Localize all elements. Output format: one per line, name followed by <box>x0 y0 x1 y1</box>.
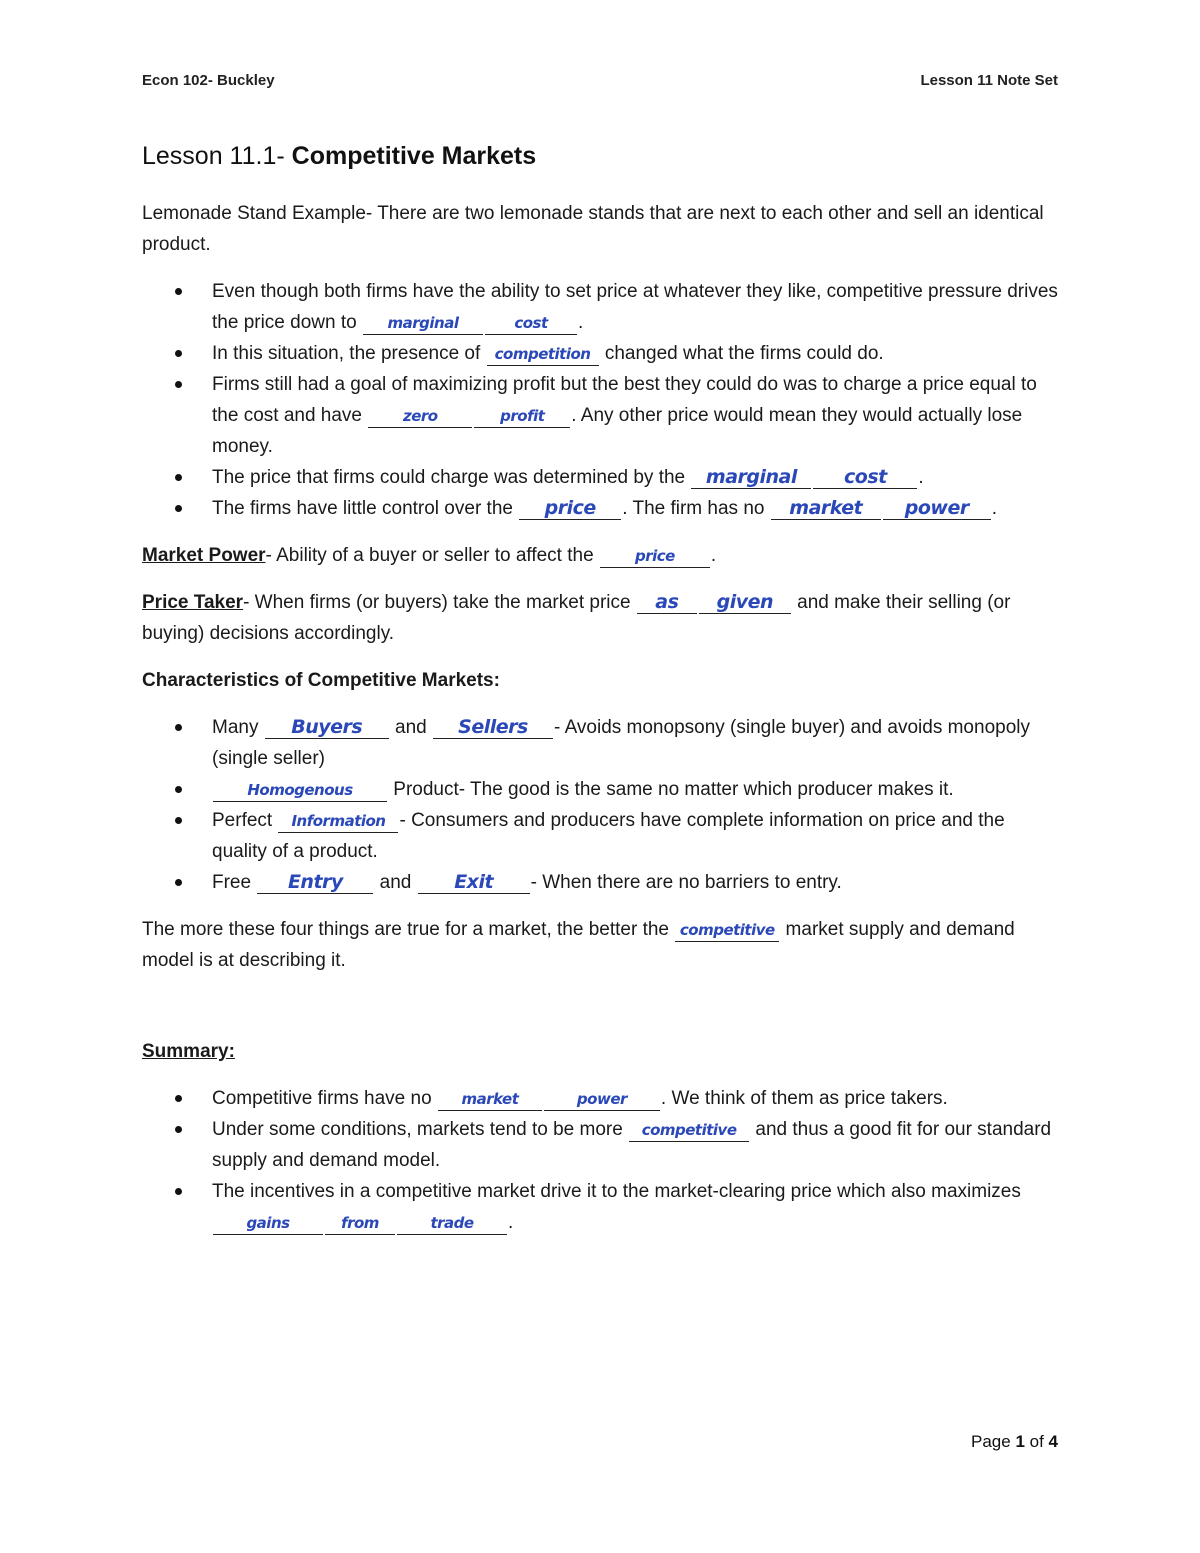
fill-blank: market <box>438 1088 542 1111</box>
term-price-taker: Price Taker <box>142 592 244 613</box>
page-title <box>142 142 536 171</box>
header-course: Econ 102- Buckley <box>142 72 275 89</box>
fill-blank: competitive <box>629 1119 749 1142</box>
fill-blank: market <box>771 497 881 520</box>
title-main: Competitive Markets <box>291 142 537 170</box>
lemonade-bullets <box>142 276 1062 524</box>
fill-blank: Exit <box>418 871 530 894</box>
fill-blank: Entry <box>257 871 373 894</box>
list-item: The price that firms could charge was determined by the marginal cost . <box>142 462 1062 493</box>
summary-list <box>142 1083 1062 1238</box>
fill-blank: cost <box>813 466 917 489</box>
list-item: In this situation, the presence of competition changed what the firms could do. <box>142 338 1062 369</box>
list-item: Firms still had a goal of maximizing profit but the best they could do was to charge a price equal to the cost and have zero profit . Any other price would mean they would actually lose money. <box>142 369 1062 462</box>
list-item: Perfect Information - Consumers and producers have complete information on price and the quality of a product. <box>142 805 1062 867</box>
fill-blank: gains <box>213 1212 323 1235</box>
title-prefix: Lesson 11.1- <box>142 142 292 170</box>
fill-blank: Information <box>278 810 398 833</box>
list-item: Competitive firms have no market power . We think of them as price takers. <box>142 1083 1062 1114</box>
header-lesson: Lesson 11 Note Set <box>920 72 1058 89</box>
list-item: Even though both firms have the ability to set price at whatever they like, competitive pressure drives the price down to marginal cost . <box>142 276 1062 338</box>
fill-blank: profit <box>474 405 570 428</box>
term-market-power: Market Power <box>142 545 266 566</box>
price-taker-definition: Price Taker- When firms (or buyers) take the market price as given and make their selling (or buying) decisions accordingly. <box>142 591 1011 644</box>
market-power-definition: Market Power- Ability of a buyer or seller to affect the price . <box>142 545 717 566</box>
fill-blank: power <box>883 497 991 520</box>
fill-blank: marginal <box>363 312 483 335</box>
list-item: Under some conditions, markets tend to be more competitive and thus a good fit for our standard supply and demand model. <box>142 1114 1062 1176</box>
conclusion-paragraph: The more these four things are true for a market, the better the competitive market supply and demand model is at describing it. <box>142 919 1015 971</box>
list-item: The firms have little control over the price . The firm has no market power . <box>142 493 1062 524</box>
content <box>142 198 1062 1254</box>
fill-blank: Sellers <box>433 716 553 739</box>
fill-blank: cost <box>485 312 577 335</box>
list-item: Many Buyers and Sellers - Avoids monopsony (single buyer) and avoids monopoly (single seller) <box>142 712 1062 774</box>
summary-heading: Summary: <box>142 1041 235 1062</box>
fill-blank: as <box>637 591 697 614</box>
intro-paragraph: Lemonade Stand Example- There are two lemonade stands that are next to each other and sell an identical product. <box>142 203 1044 255</box>
fill-blank: trade <box>397 1212 507 1235</box>
list-item: Free Entry and Exit - When there are no barriers to entry. <box>142 867 1062 898</box>
characteristics-heading: Characteristics of Competitive Markets: <box>142 670 500 691</box>
fill-blank: Buyers <box>265 716 389 739</box>
fill-blank: competitive <box>675 919 779 942</box>
fill-blank: given <box>699 591 791 614</box>
fill-blank: price <box>600 545 710 568</box>
page-number: Page 1 of 4 <box>971 1432 1058 1451</box>
characteristics-list <box>142 712 1062 898</box>
list-item: The incentives in a competitive market drive it to the market-clearing price which also maximizes gains from trade . <box>142 1176 1062 1238</box>
fill-blank: marginal <box>691 466 811 489</box>
list-item: Homogenous Product- The good is the same no matter which producer makes it. <box>142 774 1062 805</box>
fill-blank: price <box>519 497 621 520</box>
fill-blank: competition <box>487 343 599 366</box>
fill-blank: power <box>544 1088 660 1111</box>
fill-blank: zero <box>368 405 472 428</box>
fill-blank: from <box>325 1212 395 1235</box>
fill-blank: Homogenous <box>213 779 387 802</box>
